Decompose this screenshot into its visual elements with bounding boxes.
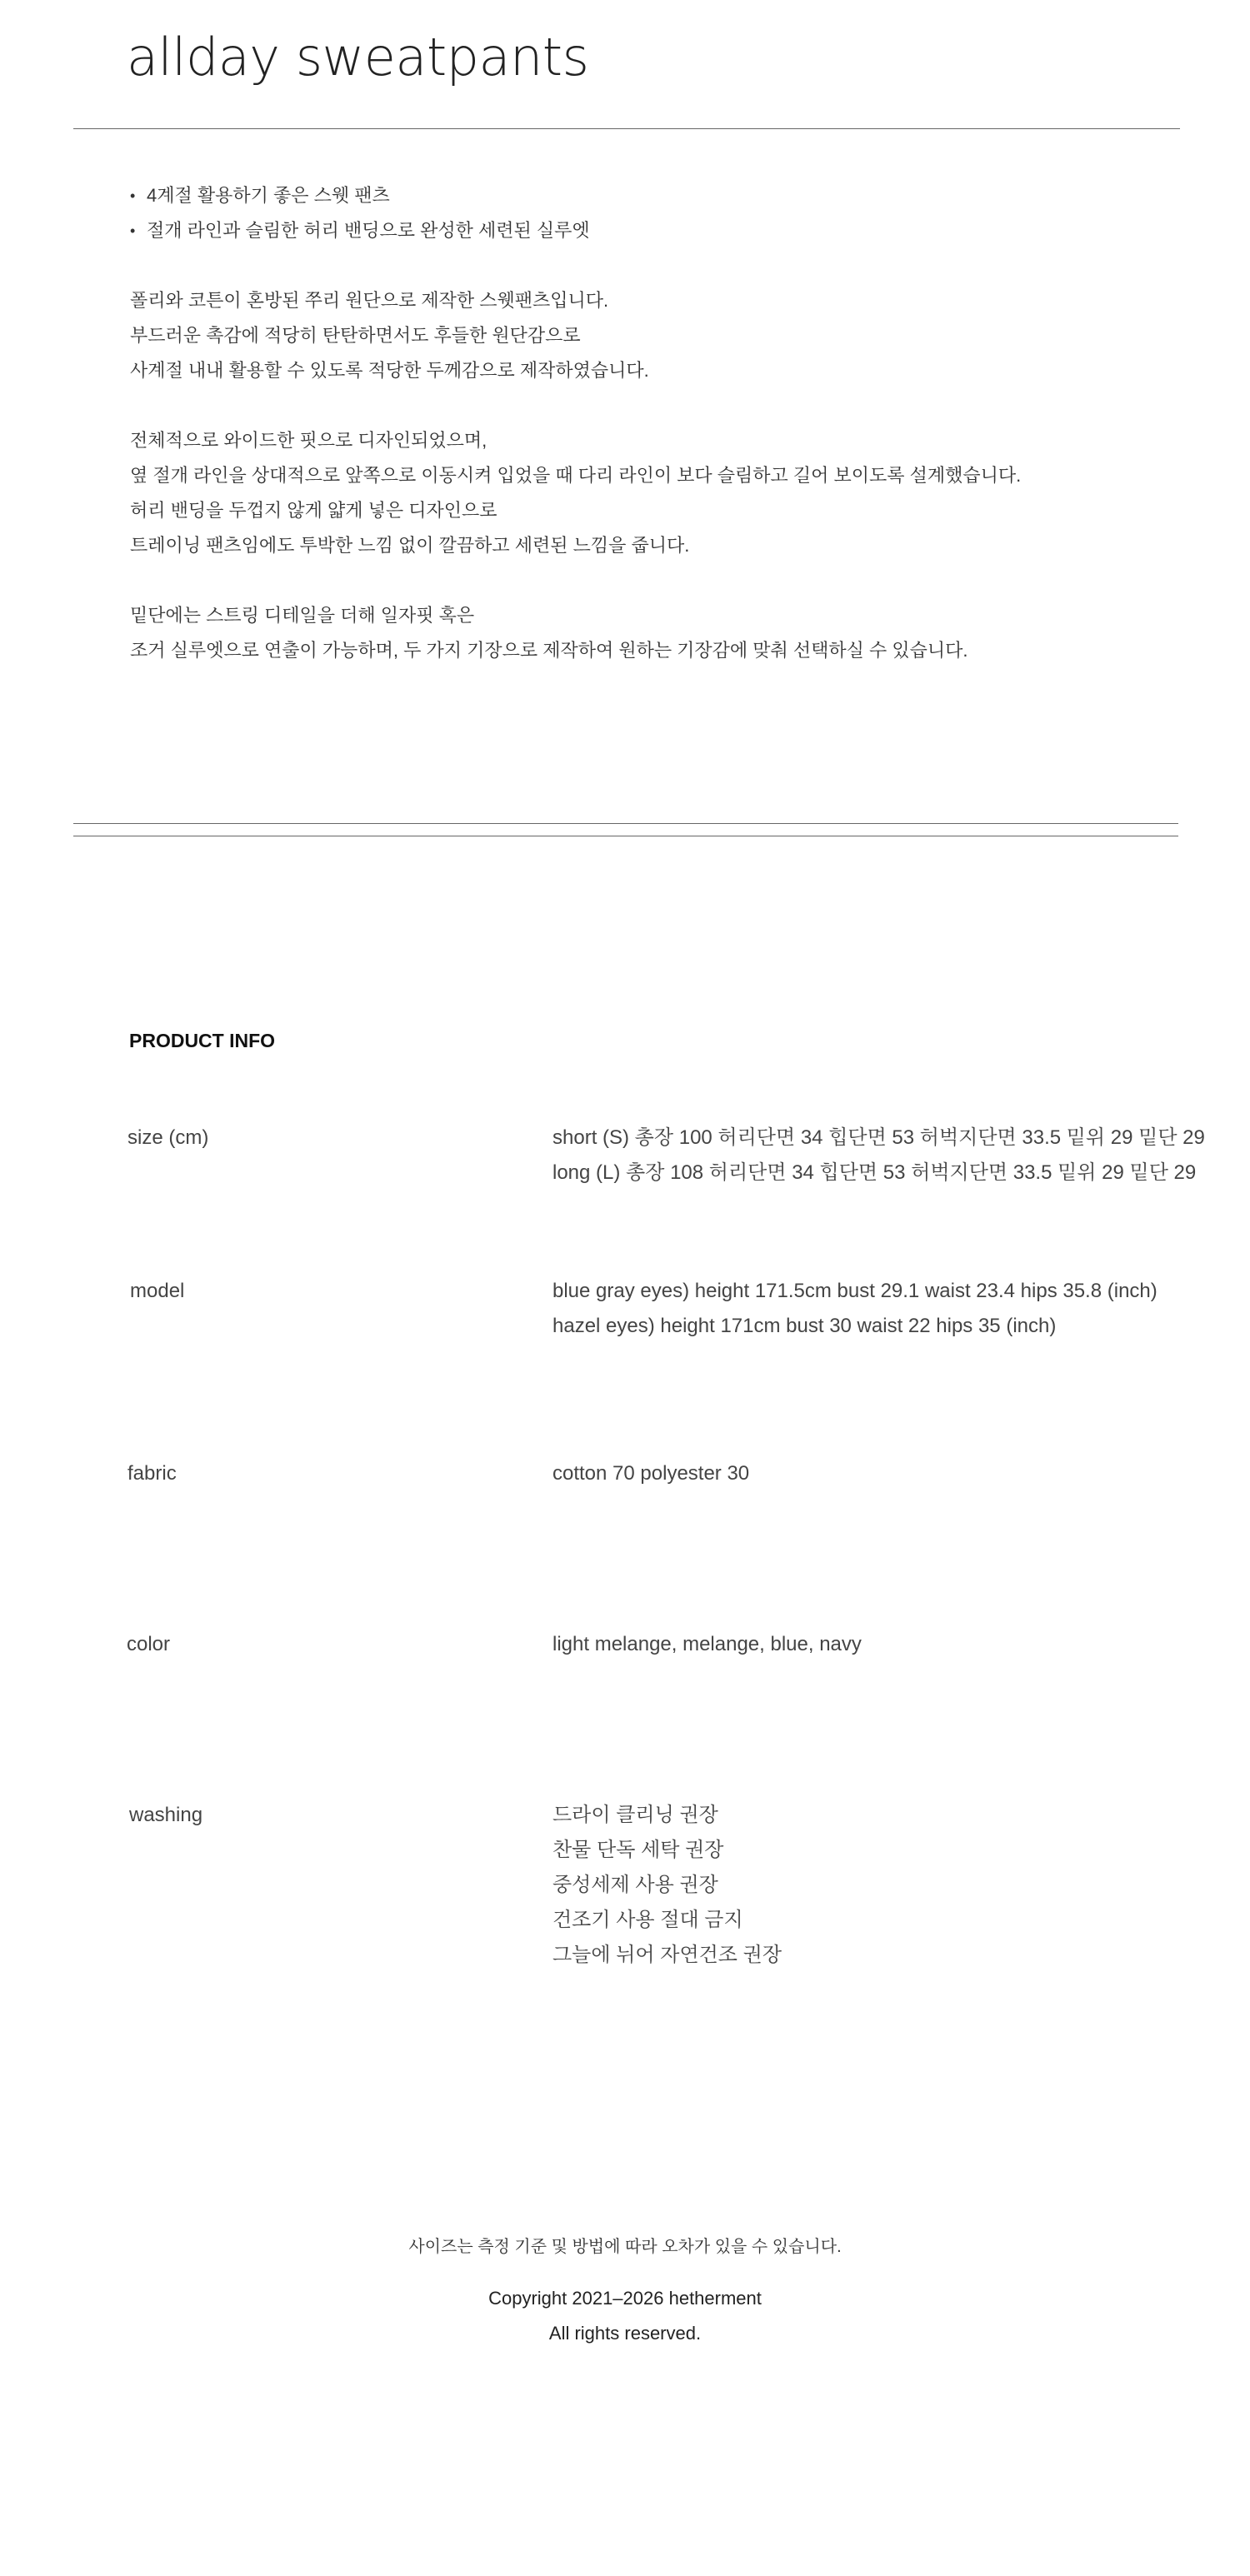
spec-values (552, 1121, 1205, 1191)
spec-label: model (130, 1280, 185, 1302)
description-line: 폴리와 코튼이 혼방된 쭈리 원단으로 제작한 스웻팬츠입니다. (130, 290, 609, 311)
description-paragraph (130, 283, 1163, 388)
spec-value: 중성세제 사용 권장 (552, 1874, 718, 1896)
feature-bullet: • 절개 라인과 슬림한 허리 밴딩으로 완성한 세련된 실루엣 (130, 213, 1163, 248)
product-info-heading: PRODUCT INFO (129, 1030, 276, 1051)
spec-value: 드라이 클리닝 권장 (552, 1804, 718, 1826)
spec-label: fabric (128, 1462, 177, 1485)
description-paragraph (130, 423, 1163, 563)
spec-value: 찬물 단독 세탁 권장 (552, 1839, 724, 1861)
spec-value: blue gray eyes) height 171.5cm bust 29.1 waist 23.4 hips 35.8 (inch) (552, 1280, 1158, 1302)
product-title: allday sweatpants (127, 27, 589, 87)
description-line: 조거 실루엣으로 연출이 가능하며, 두 가지 기장으로 제작하여 원하는 기장감에 맞춰 선택하실 수 있습니다. (130, 640, 968, 661)
spec-values (552, 1798, 782, 1973)
spec-value: hazel eyes) height 171cm bust 30 waist 22 hips 35 (inch) (552, 1315, 1057, 1337)
description-line: 부드러운 촉감에 적당히 탄탄하면서도 후들한 원단감으로 (130, 325, 581, 346)
description-line: 허리 밴딩을 두껍지 않게 얇게 넣은 디자인으로 (130, 500, 498, 521)
description-line: 밑단에는 스트링 디테일을 더해 일자핏 혹은 (130, 605, 475, 626)
spec-value: cotton 70 polyester 30 (552, 1462, 750, 1485)
title-divider (73, 128, 1180, 129)
description-paragraph (130, 598, 1163, 668)
copyright-block (0, 2281, 1250, 2351)
spec-values (552, 1627, 862, 1662)
description-line: 사계절 내내 활용할 수 있도록 적당한 두께감으로 제작하였습니다. (130, 360, 649, 381)
description-line: 전체적으로 와이드한 핏으로 디자인되었으며, (130, 430, 488, 451)
section-divider-top (73, 823, 1178, 824)
rights-text: All rights reserved. (548, 2323, 702, 2344)
spec-values (552, 1456, 749, 1491)
feature-list (130, 178, 1163, 248)
spec-value: long (L) 총장 108 허리단면 34 힙단면 53 허벅지단면 33.5 밑위 29 밑단 29 (552, 1161, 1197, 1184)
spec-label: size (cm) (128, 1126, 209, 1149)
copyright-text: Copyright 2021–2026 hetherment (488, 2288, 762, 2309)
spec-value: 건조기 사용 절대 금지 (552, 1909, 743, 1931)
size-disclaimer: 사이즈는 측정 기준 및 방법에 따라 오차가 있을 수 있습니다. (408, 2238, 842, 2256)
spec-label: washing (129, 1804, 203, 1826)
spec-value: short (S) 총장 100 허리단면 34 힙단면 53 허벅지단면 33.5 밑위 29 밑단 29 (552, 1126, 1205, 1149)
product-description (130, 178, 1163, 668)
spec-value: 그늘에 뉘어 자연건조 권장 (552, 1944, 782, 1966)
spec-value: light melange, melange, blue, navy (552, 1633, 862, 1655)
description-line: 트레이닝 팬츠임에도 투박한 느낌 없이 깔끔하고 세련된 느낌을 줍니다. (130, 535, 690, 556)
feature-bullet: • 4계절 활용하기 좋은 스웻 팬츠 (130, 178, 1163, 213)
description-line: 옆 절개 라인을 상대적으로 앞쪽으로 이동시켜 입었을 때 다리 라인이 보다 슬림하고 길어 보이도록 설계했습니다. (130, 465, 1022, 486)
spec-label: color (127, 1633, 171, 1655)
spec-values (552, 1274, 1158, 1344)
